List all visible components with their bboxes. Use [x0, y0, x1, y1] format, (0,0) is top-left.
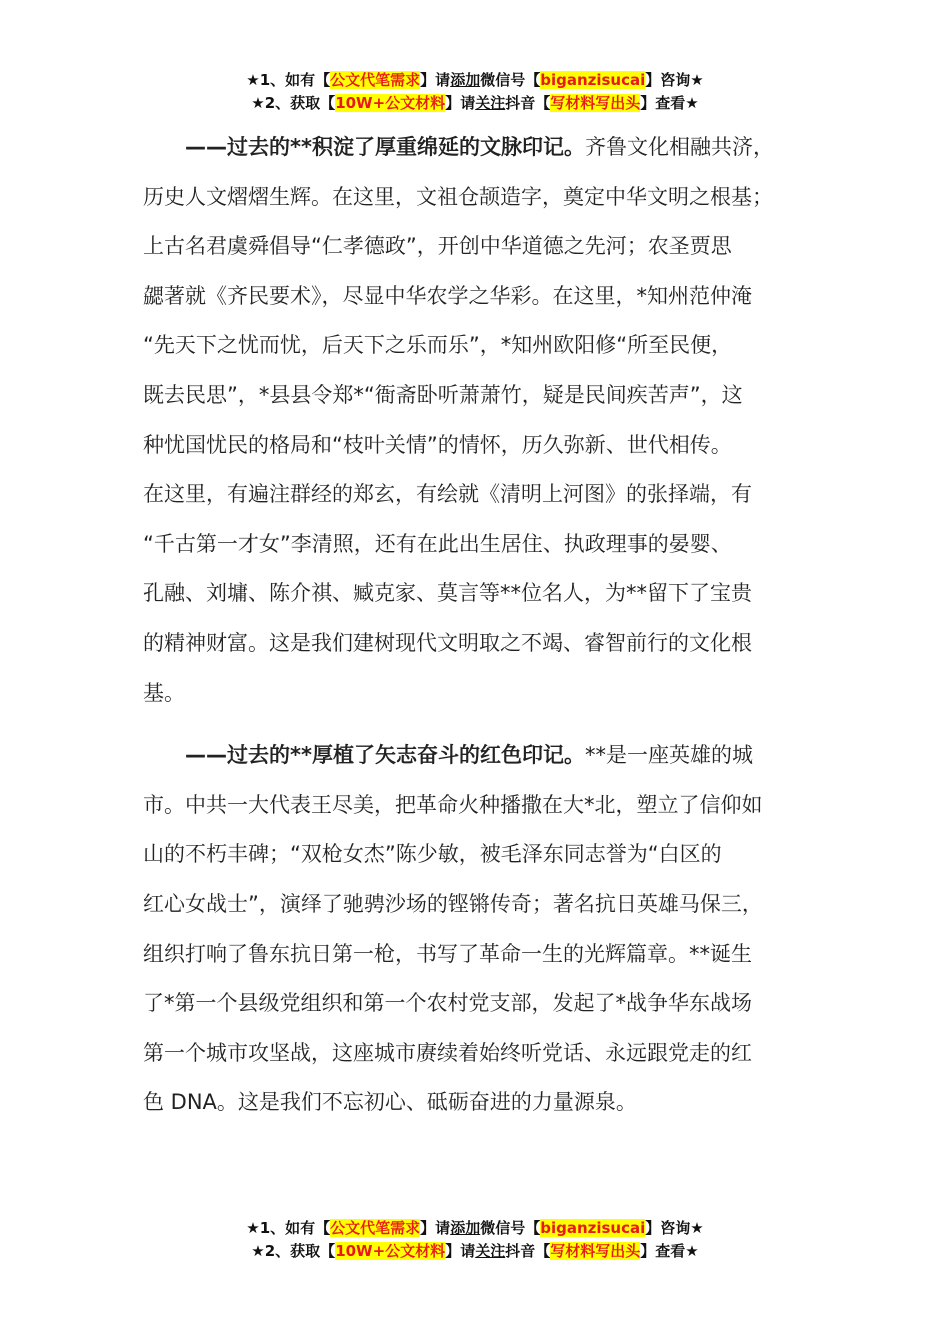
paragraph-line: 山的不朽丰碑；“双枪女杰”陈少敏，被毛泽东同志誉为“白区的 [143, 842, 722, 867]
banner-highlight: 10W+公文材料 [335, 1242, 446, 1260]
banner-line-2 [0, 1240, 950, 1263]
paragraph-first-line [143, 731, 833, 781]
paragraph-line: 上古名君虞舜倡导“仁孝德政”，开创中华道德之先河；农圣贾思 [143, 234, 732, 259]
banner-line-1 [0, 1217, 950, 1240]
banner-line-2 [0, 92, 950, 115]
banner-text: 微信号【 [480, 1219, 541, 1237]
banner-text: 】查看★ [640, 94, 699, 112]
banner-highlight: 公文代笔需求 [330, 1219, 421, 1237]
banner-text: 】咨询★ [645, 71, 704, 89]
banner-text: 】请 [445, 94, 476, 112]
banner-text: ★1、如有【 [246, 71, 331, 89]
banner-text: ★2、获取【 [251, 1242, 336, 1260]
paragraph-heading: ——过去的**厚植了矢志奋斗的红色印记。 [185, 743, 585, 768]
paragraph-line: 在这里，有遍注群经的郑玄，有绘就《清明上河图》的张择端，有 [143, 482, 752, 507]
document-body [143, 123, 833, 1128]
paragraph-line: 红心女战士”，演绎了驰骋沙场的铿锵传奇；著名抗日英雄马保三， [143, 891, 763, 916]
paragraph-line: 了*第一个县级党组织和第一个农村党支部，发起了*战争华东战场 [143, 991, 752, 1016]
banner-text: ★1、如有【 [246, 1219, 331, 1237]
banner-text: 】咨询★ [645, 1219, 704, 1237]
banner-wechat-id: biganzisucai [540, 71, 646, 89]
paragraph-line: 齐鲁文化相融共济， [584, 135, 774, 159]
paragraph-line: 色 DNA。这是我们不忘初心、砥砺奋进的力量源泉。 [143, 1090, 637, 1115]
paragraph-line: 基。 [143, 680, 185, 705]
paragraph-line: **是一座英雄的城 [584, 743, 753, 768]
paragraph-line: 既去民思”，*县县令郑*“衙斋卧听萧萧竹，疑是民间疾苦声”，这 [143, 382, 743, 407]
paragraph-line: 孔融、刘墉、陈介祺、臧克家、莫言等**位名人，为**留下了宝贵 [143, 581, 752, 606]
paragraph-line: 市。中共一大代表王尽美，把革命火种播撒在大*北，塑立了信仰如 [143, 792, 763, 817]
banner-text: 】请 [445, 1242, 476, 1260]
footer-banner [0, 1217, 950, 1263]
banner-line-1 [0, 69, 950, 92]
banner-douyin-name: 写材料写出头 [550, 94, 641, 112]
paragraph-line: “先天下之忧而忧，后天下之乐而乐”，*知州欧阳修“所至民便， [143, 333, 733, 358]
paragraph-line: 种忧国忧民的格局和“枝叶关情”的情怀，历久弥新、世代相传。 [143, 432, 732, 457]
banner-underlined: 添加 [450, 1219, 481, 1237]
paragraph-cultural-heritage [143, 123, 833, 718]
paragraph-heading: ——过去的**积淀了厚重绵延的文脉印记。 [185, 135, 585, 159]
header-banner [0, 69, 950, 115]
paragraph-line: 勰著就《齐民要术》，尽显中华农学之华彩。在这里，*知州范仲淹 [143, 283, 752, 308]
banner-highlight: 10W+公文材料 [335, 94, 446, 112]
banner-text: 抖音【 [505, 1242, 551, 1260]
banner-text: ★2、获取【 [251, 94, 336, 112]
paragraph-red-heritage [143, 731, 833, 1128]
banner-highlight: 公文代笔需求 [330, 71, 421, 89]
banner-text: 抖音【 [505, 94, 551, 112]
banner-text: 】请 [420, 71, 451, 89]
paragraph-line: 历史人文熠熠生辉。在这里，文祖仓颉造字，奠定中华文明之根基； [143, 184, 773, 209]
banner-text: 微信号【 [480, 71, 541, 89]
banner-text: 】查看★ [640, 1242, 699, 1260]
paragraph-line: 的精神财富。这是我们建树现代文明取之不竭、睿智前行的文化根 [143, 630, 752, 655]
banner-underlined: 关注 [475, 94, 506, 112]
paragraph-line: “千古第一才女”李清照，还有在此出生居住、执政理事的晏婴、 [143, 531, 732, 556]
banner-underlined: 关注 [475, 1242, 506, 1260]
banner-underlined: 添加 [450, 71, 481, 89]
banner-wechat-id: biganzisucai [540, 1219, 646, 1237]
banner-douyin-name: 写材料写出头 [550, 1242, 641, 1260]
paragraph-line: 组织打响了鲁东抗日第一枪，书写了革命一生的光辉篇章。**诞生 [143, 941, 752, 966]
paragraph-line: 第一个城市攻坚战，这座城市赓续着始终听党话、永远跟党走的红 [143, 1040, 752, 1065]
paragraph-first-line [143, 123, 833, 173]
banner-text: 】请 [420, 1219, 451, 1237]
